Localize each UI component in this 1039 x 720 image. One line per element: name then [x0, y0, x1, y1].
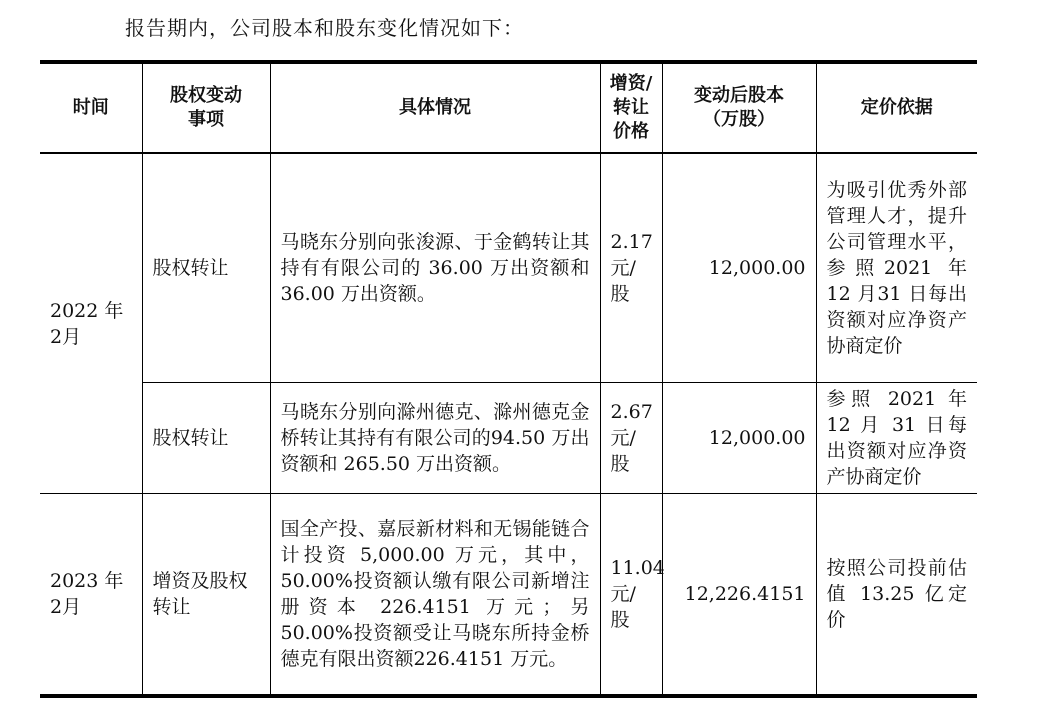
- cell-detail: 马晓东分别向张浚源、于金鹤转让其持有有限公司的 36.00 万出资额和 36.00 万出资额。: [270, 153, 600, 383]
- header-detail: 具体情况: [270, 62, 600, 153]
- cell-price: 2.17 元/股: [600, 153, 662, 383]
- cell-price: 11.04 元/股: [600, 494, 662, 697]
- cell-event: 股权转让: [142, 383, 270, 494]
- cell-event: 股权转让: [142, 153, 270, 383]
- intro-text: 报告期内，公司股本和股东变化情况如下：: [125, 16, 524, 40]
- table-row: [40, 494, 977, 697]
- table-row: [40, 153, 977, 383]
- cell-detail: 马晓东分别向滁州德克、滁州德克金桥转让其持有有限公司的94.50 万出资额和 265.50 万出资额。: [270, 383, 600, 494]
- header-price: 增资/ 转让 价格: [600, 62, 662, 153]
- header-event: 股权变动 事项: [142, 62, 270, 153]
- cell-time: 2023 年 2月: [40, 494, 142, 697]
- cell-basis: 参照 2021 年12 月 31 日每出资额对应净资产协商定价: [816, 383, 977, 494]
- cell-detail: 国全产投、嘉辰新材料和无锡能链合计投资 5,000.00 万元，其中，50.00%投资额认缴有限公司新增注册资本 226.4151 万元；另 50.00%投资额受让马晓东所持金桥德克有限出资额226.4151 万元。: [270, 494, 600, 697]
- header-time: 时间: [40, 62, 142, 153]
- cell-time: 2022 年 2月: [40, 153, 142, 494]
- cell-capital: 12,000.00: [662, 383, 816, 494]
- cell-basis: 按照公司投前估值 13.25 亿定价: [816, 494, 977, 697]
- header-capital: 变动后股本 （万股）: [662, 62, 816, 153]
- equity-change-table: [40, 60, 977, 698]
- cell-event: 增资及股权转让: [142, 494, 270, 697]
- cell-price: 2.67 元/股: [600, 383, 662, 494]
- cell-capital: 12,226.4151: [662, 494, 816, 697]
- cell-basis: 为吸引优秀外部管理人才，提升公司管理水平，参照2021 年 12 月31 日每出资额对应净资产协商定价: [816, 153, 977, 383]
- table-header-row: [40, 62, 977, 153]
- table-row: [40, 383, 977, 494]
- cell-capital: 12,000.00: [662, 153, 816, 383]
- header-basis: 定价依据: [816, 62, 977, 153]
